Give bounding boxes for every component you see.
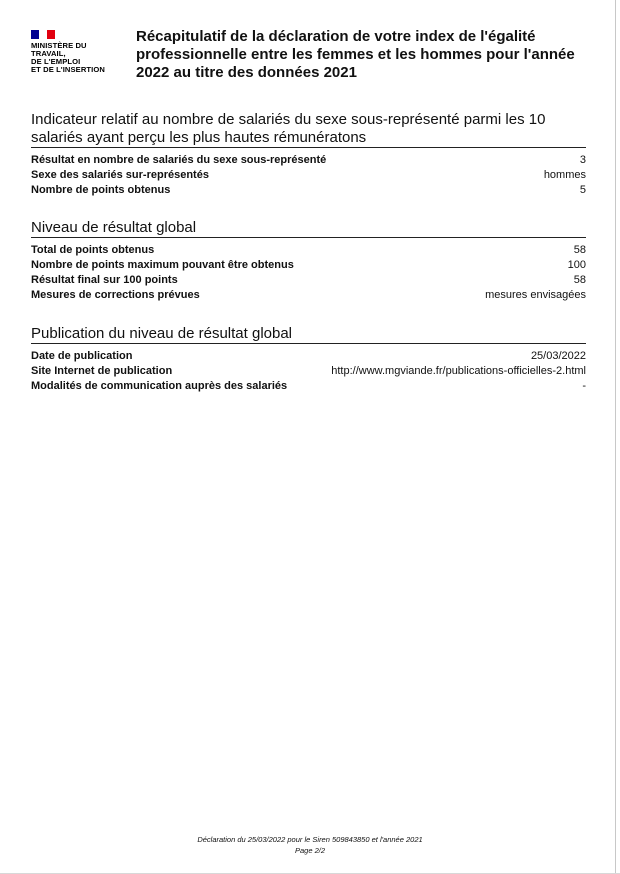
flag-band-red <box>47 30 55 39</box>
row-value: 3 <box>579 154 586 166</box>
ministry-name-line: DE L'EMPLOI <box>31 57 81 66</box>
section-indicator-top-salaries <box>31 111 586 198</box>
row-label: Site Internet de publication <box>31 365 173 377</box>
row-value: 5 <box>579 184 586 196</box>
row-value: 58 <box>573 244 586 256</box>
section-title: Niveau de résultat global <box>31 219 586 238</box>
document-title: Récapitulatif de la déclaration de votre index de l'égalité professionnelle entre les femmes et les hommes pour l'année 2022 au titre des données 2021 <box>136 28 575 81</box>
section-global-result <box>31 219 586 303</box>
data-row <box>31 183 586 198</box>
section-rows <box>31 153 586 198</box>
data-row <box>31 258 586 273</box>
data-row <box>31 273 586 288</box>
page-number: Page 2/2 <box>294 846 326 855</box>
page-footer <box>0 834 620 856</box>
row-label: Date de publication <box>31 350 133 362</box>
row-label: Nombre de points maximum pouvant être obtenus <box>31 259 294 271</box>
row-label: Sexe des salariés sur-représentés <box>31 169 209 181</box>
data-row <box>31 364 586 379</box>
flag-band-white <box>39 30 47 39</box>
flag-band-blue <box>31 30 39 39</box>
data-row <box>31 288 586 303</box>
flag-row <box>31 30 131 39</box>
row-label: Résultat en nombre de salariés du sexe sous-représenté <box>31 154 327 166</box>
row-value: hommes <box>543 169 586 181</box>
ministry-logo <box>31 30 131 74</box>
row-value: 25/03/2022 <box>530 350 586 362</box>
publication-url: http://www.mgviande.fr/publications-officielles-2.html <box>331 365 586 377</box>
row-label: Résultat final sur 100 points <box>31 274 178 286</box>
section-rows <box>31 243 586 303</box>
section-rows <box>31 349 586 394</box>
section-title: Publication du niveau de résultat global <box>31 325 586 344</box>
row-label: Nombre de points obtenus <box>31 184 171 196</box>
section-publication <box>31 325 586 394</box>
row-value: 100 <box>567 259 586 271</box>
ministry-name-line: ET DE L'INSERTION <box>31 65 105 74</box>
french-flag-icon <box>31 30 55 39</box>
data-row <box>31 168 586 183</box>
ministry-name <box>31 42 131 74</box>
row-value: 58 <box>573 274 586 286</box>
data-row <box>31 153 586 168</box>
footer-declaration: Déclaration du 25/03/2022 pour le Siren 509843850 et l'année 2021 <box>197 835 423 844</box>
data-row <box>31 243 586 258</box>
data-row <box>31 349 586 364</box>
ministry-name-line: MINISTÈRE DU <box>31 41 87 50</box>
row-value: mesures envisagées <box>485 289 586 301</box>
row-value: - <box>582 380 586 392</box>
section-title: Indicateur relatif au nombre de salariés du sexe sous-représenté parmi les 10 salariés ayant perçu les plus hautes rémunératons <box>31 111 586 148</box>
row-label: Total de points obtenus <box>31 244 155 256</box>
data-row <box>31 379 586 394</box>
row-label: Mesures de corrections prévues <box>31 289 200 301</box>
row-label: Modalités de communication auprès des salariés <box>31 380 288 392</box>
ministry-name-line: TRAVAIL, <box>31 49 66 58</box>
page-edge-right <box>615 0 616 874</box>
